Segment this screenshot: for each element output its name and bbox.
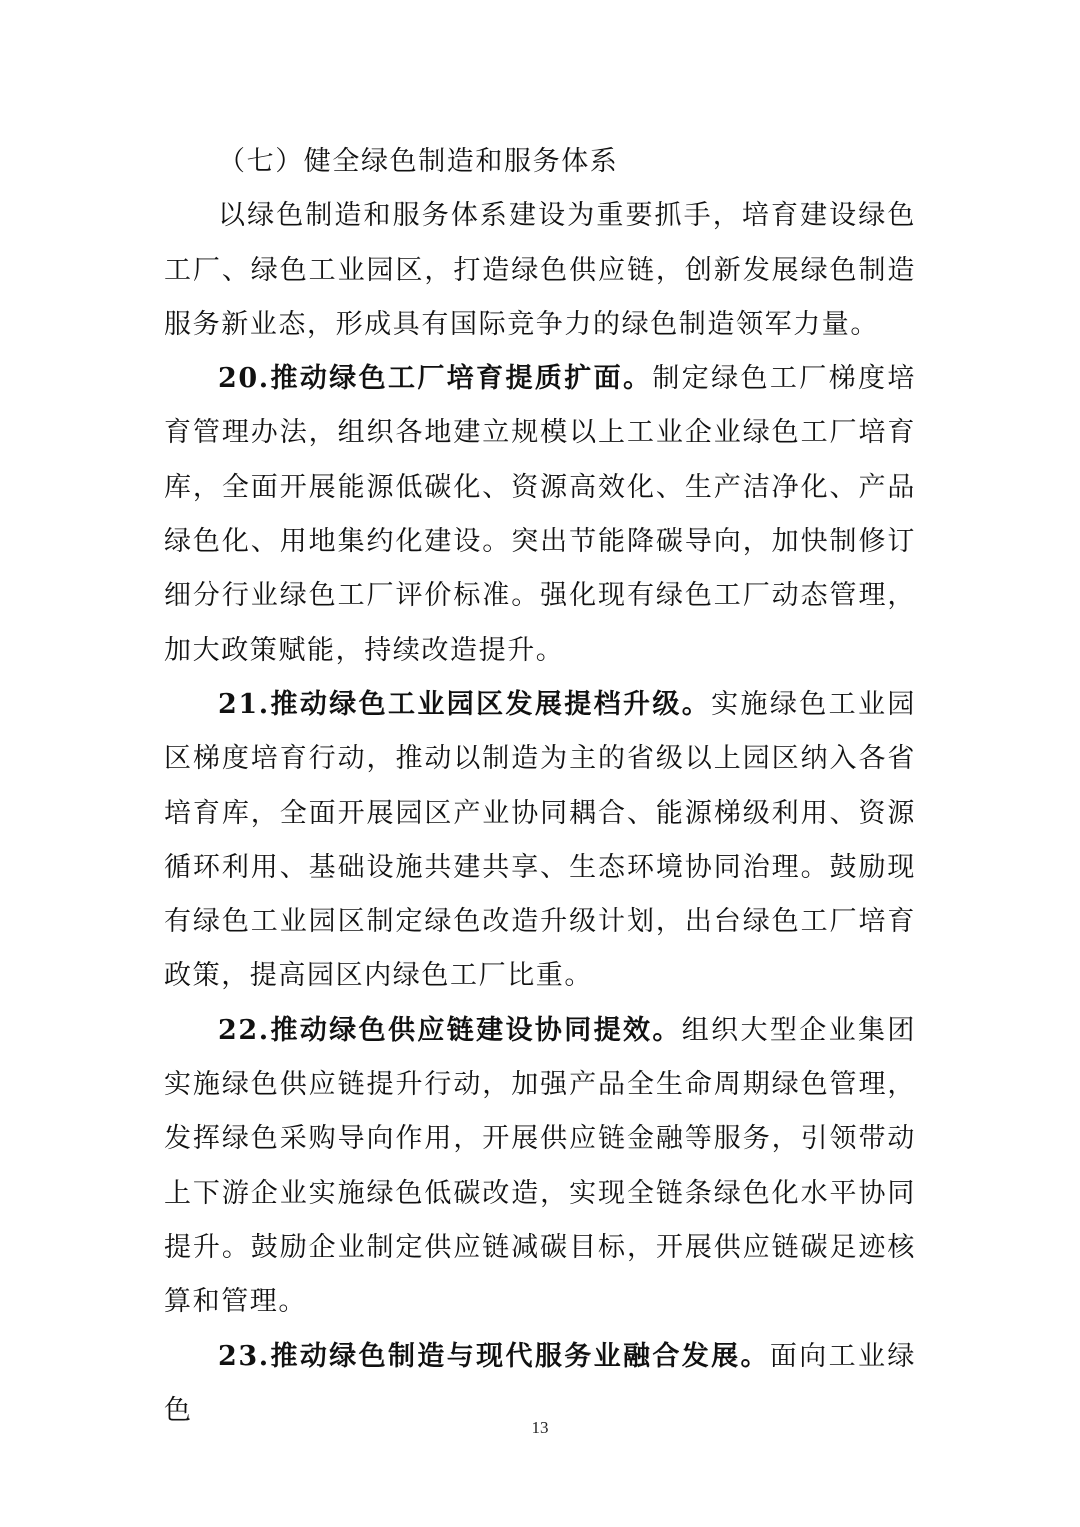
item-21-body: 实施绿色工业园区梯度培育行动，推动以制造为主的省级以上园区纳入各省培育库，全面开展园区产业协同耦合、能源梯级利用、资源循环利用、基础设施共建共享、生态环境协同治理。鼓励现有绿色工业园区制定绿色改造升级计划，出台绿色工厂培育政策，提高园区内绿色工厂比重。 — [164, 688, 916, 992]
item-22-body: 组织大型企业集团实施绿色供应链提升行动，加强产品全生命周期绿色管理，发挥绿色采购导向作用，开展供应链金融等服务，引领带动上下游企业实施绿色低碳改造，实现全链条绿色化水平协同提升。鼓励企业制定供应链减碳目标，开展供应链碳足迹核算和管理。 — [164, 1014, 916, 1318]
item-21-paragraph — [164, 678, 916, 1004]
item-20-paragraph — [164, 352, 916, 678]
section-heading: （七）健全绿色制造和服务体系 — [218, 146, 619, 177]
intro-paragraph: 以绿色制造和服务体系建设为重要抓手，培育建设绿色工厂、绿色工业园区，打造绿色供应链，创新发展绿色制造服务新业态，形成具有国际竞争力的绿色制造领军力量。 — [164, 200, 916, 340]
page-number: 13 — [531, 1418, 549, 1437]
item-20-lead: 20.推动绿色工厂培育提质扩面。 — [218, 363, 653, 395]
item-23-lead: 23.推动绿色制造与现代服务业融合发展。 — [218, 1340, 770, 1372]
item-20-body: 制定绿色工厂梯度培育管理办法，组织各地建立规模以上工业企业绿色工厂培育库，全面开展能源低碳化、资源高效化、生产洁净化、产品绿色化、用地集约化建设。突出节能降碳导向，加快制修订细分行业绿色工厂评价标准。强化现有绿色工厂动态管理，加大政策赋能，持续改造提升。 — [164, 363, 916, 666]
item-21-lead: 21.推动绿色工业园区发展提档升级。 — [218, 688, 712, 720]
item-22-paragraph — [164, 1004, 916, 1330]
document-body — [164, 135, 916, 1438]
item-22-lead: 22.推动绿色供应链建设协同提效。 — [218, 1014, 682, 1046]
item-23-body: 面向工业绿色 — [164, 1340, 916, 1426]
